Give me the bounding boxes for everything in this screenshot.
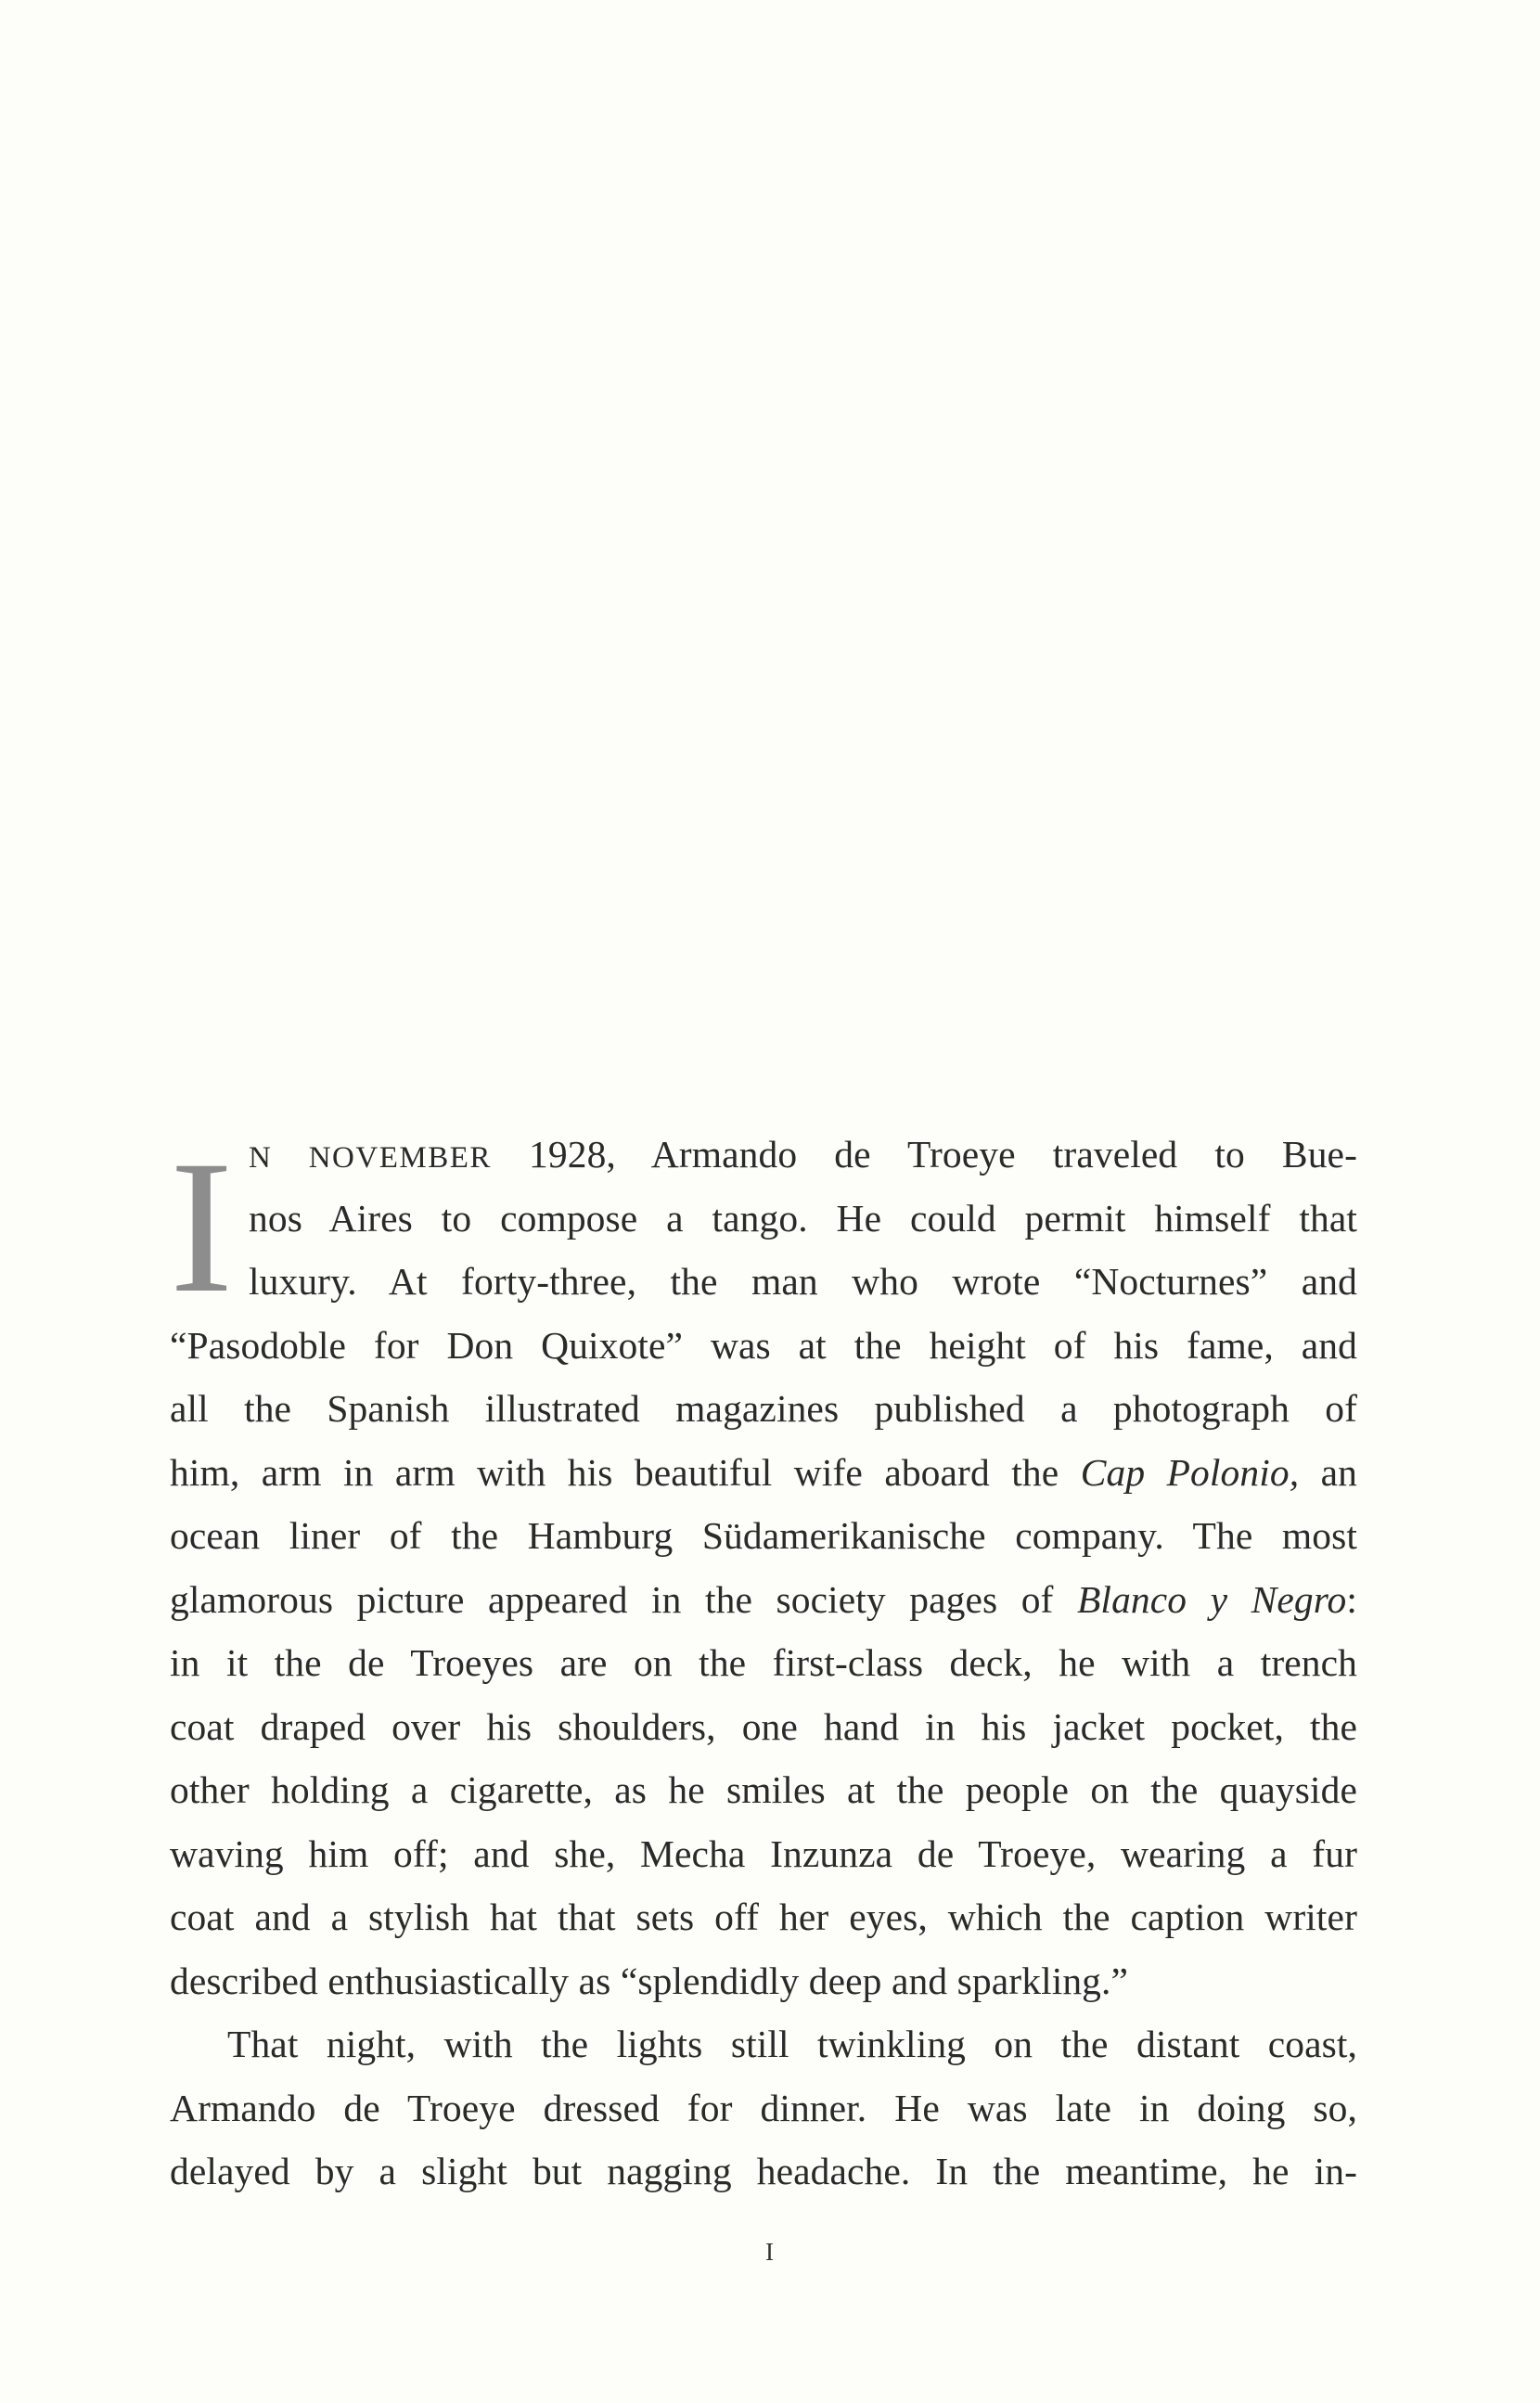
drop-cap: I — [170, 1122, 234, 1332]
text-line: delayed by a slight but nagging headache. In the meantime, he in- — [170, 2150, 1357, 2192]
line-text: 1928, Armando de Troeye traveled to Bue- — [529, 1133, 1357, 1176]
text-line: That night, with the lights still twinkling on the distant coast, — [227, 2023, 1357, 2065]
chapter-opening-text — [170, 1123, 1357, 2204]
line-text: glamorous picture appeared in the society pages of — [170, 1577, 1054, 1621]
text-line: coat draped over his shoulders, one hand in his jacket pocket, the — [170, 1704, 1357, 1748]
page-number: I — [765, 2238, 775, 2266]
magazine-name-italic: Blanco y Negro — [1076, 1577, 1347, 1621]
text-line — [170, 1568, 1357, 1632]
text-line: all the Spanish illustrated magazines published a photograph of — [170, 1387, 1357, 1430]
text-line — [170, 1441, 1357, 1505]
text-line: luxury. At forty-three, the man who wrote “Nocturnes” and — [249, 1260, 1357, 1303]
line-text: him, arm in arm with his beautiful wife aboard the — [170, 1450, 1059, 1494]
line-text: : — [1346, 1577, 1357, 1621]
text-line: “Pasodoble for Don Quixote” was at the height of his fame, and — [170, 1323, 1357, 1367]
text-line — [170, 1123, 1357, 1187]
line-text: an — [1320, 1450, 1358, 1494]
opening-smallcaps: N NOVEMBER — [249, 1141, 492, 1175]
text-line: in it the de Troeyes are on the first-class deck, he with a trench — [170, 1641, 1357, 1684]
text-line: Armando de Troeye dressed for dinner. He was late in doing so, — [170, 2086, 1357, 2129]
text-line: ocean liner of the Hamburg Südamerikanische company. The most — [170, 1514, 1357, 1557]
text-line: nos Aires to compose a tango. He could permit himself that — [249, 1196, 1357, 1240]
ship-name-italic: Cap Polonio, — [1080, 1450, 1300, 1494]
text-line: coat and a stylish hat that sets off her eyes, which the caption writer — [170, 1895, 1357, 1938]
text-line: waving him off; and she, Mecha Inzunza de Troeye, wearing a fur — [170, 1831, 1357, 1875]
text-line: other holding a cigarette, as he smiles at the people on the quayside — [170, 1768, 1357, 1811]
text-line: described enthusiastically as “splendidly deep and sparkling.” — [170, 1959, 1129, 2002]
